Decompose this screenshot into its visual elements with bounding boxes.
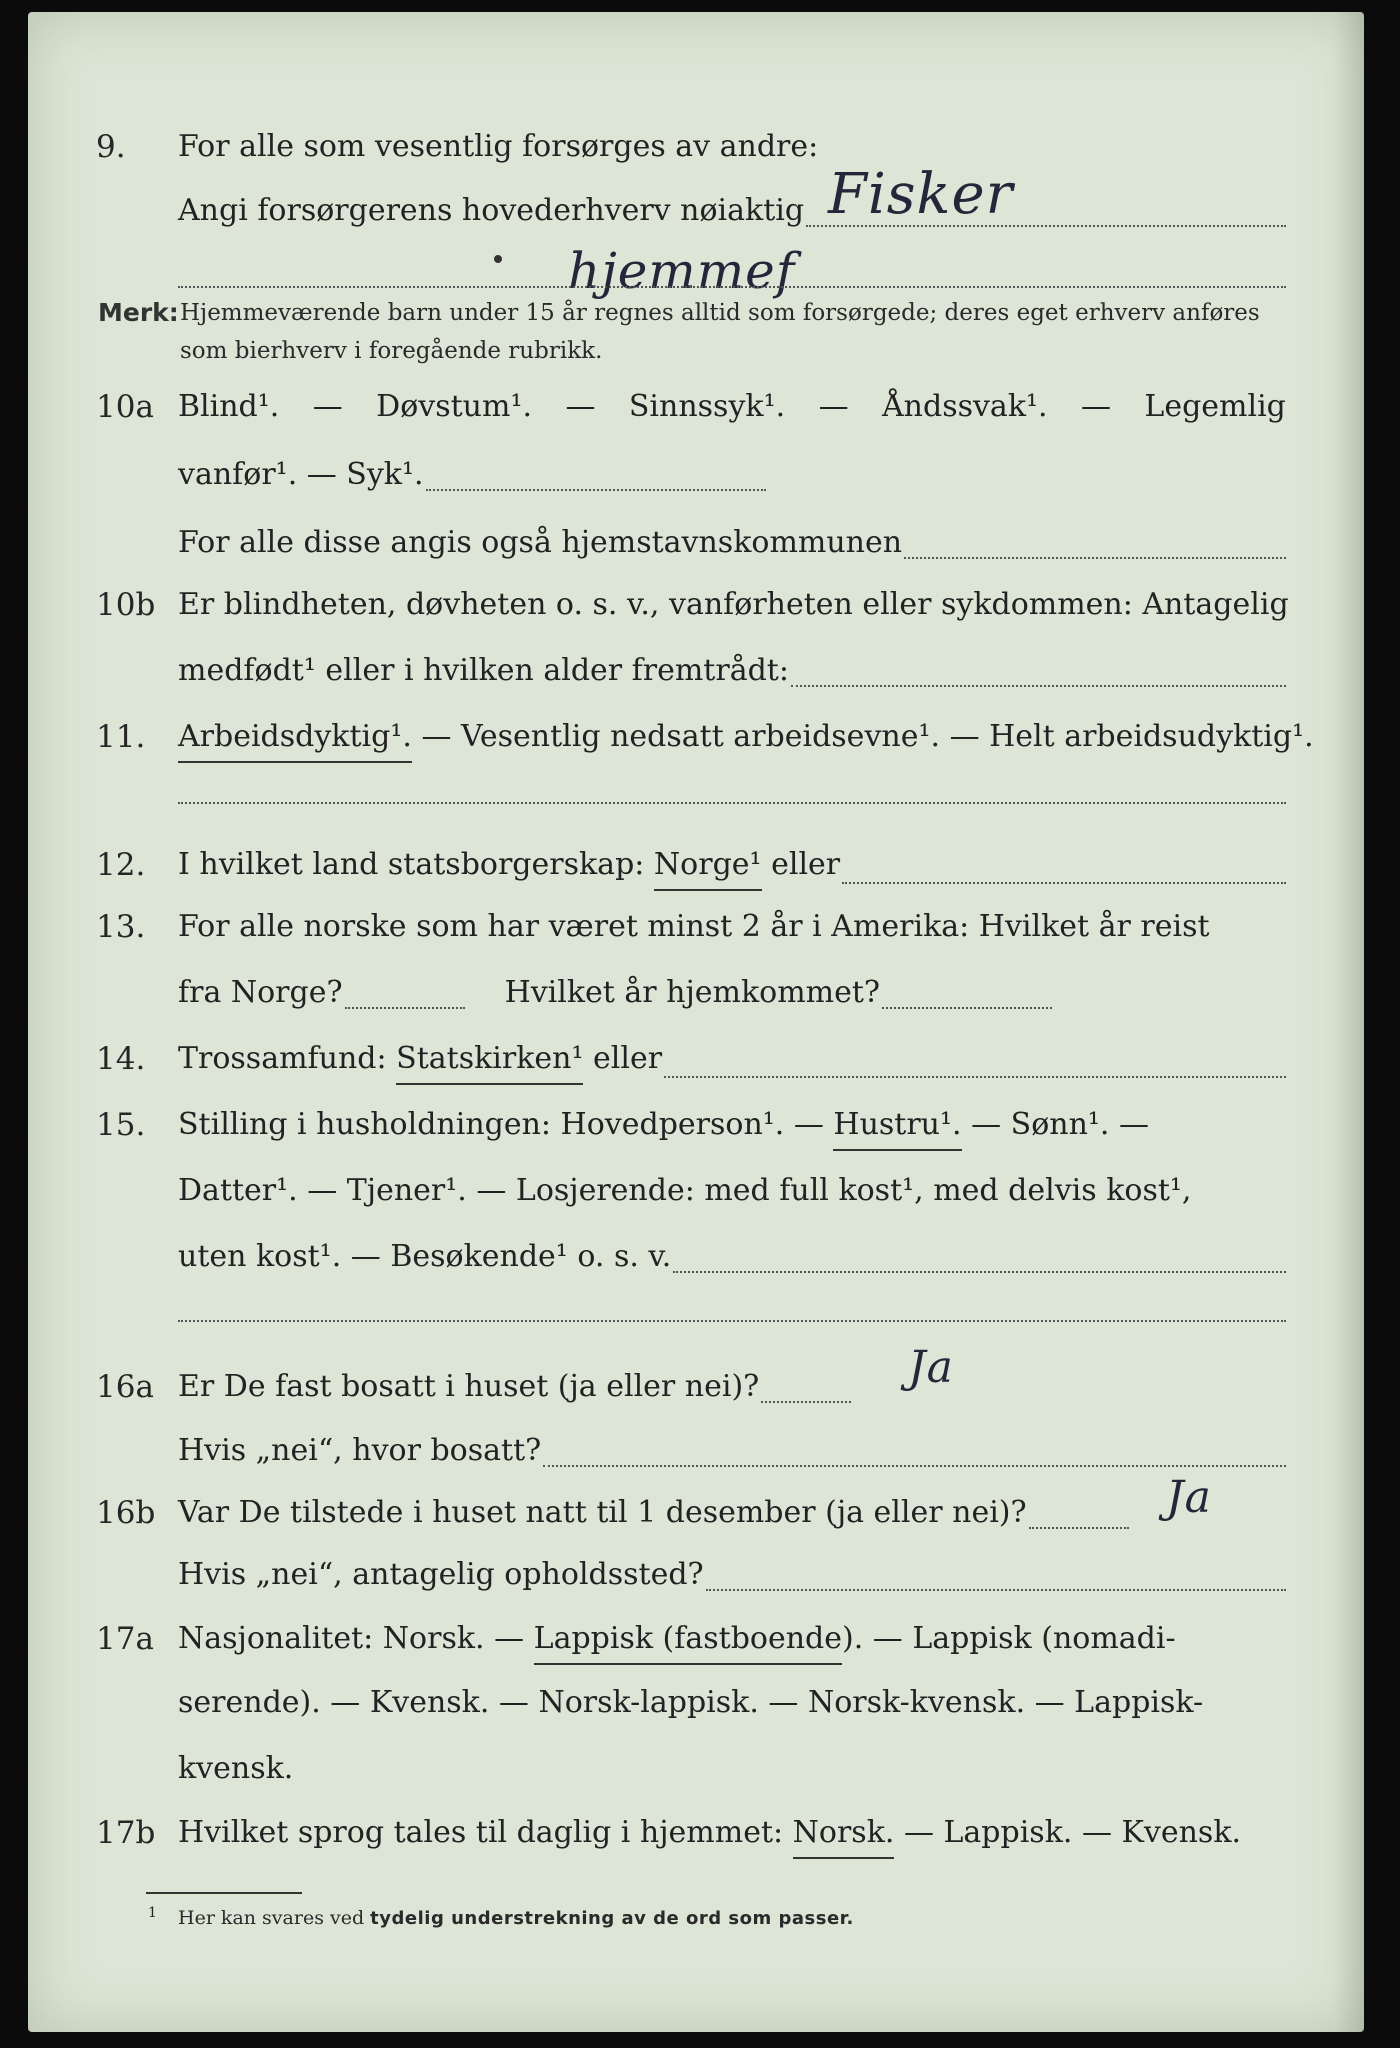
option-sinnssyk: Sinnssyk¹. (628, 389, 786, 424)
option-dovstum: Døvstum¹. (376, 389, 533, 424)
question-text: Er De fast bosatt i huset (ja eller nei)? (178, 1369, 760, 1404)
answer-line (426, 489, 766, 491)
question-text: Angi forsørgerens hovederhverv nøiaktig (178, 193, 805, 228)
question-17a-line3 (28, 1746, 1364, 1796)
question-text: medfødt¹ eller i hvilken alder fremtrådt: (178, 653, 789, 688)
question-text: uten kost¹. — Besøkende¹ o. s. v. (178, 1239, 672, 1274)
question-text: kvensk. (178, 1751, 294, 1786)
option-blind: Blind¹. (178, 389, 280, 424)
answer-line (842, 882, 1286, 884)
question-number: 10a (96, 389, 154, 425)
question-text: Hvilket sprog tales til daglig i hjemmet: (178, 1815, 793, 1850)
question-10b-line2 (28, 648, 1364, 698)
question-number: 17a (96, 1621, 154, 1657)
question-text: eller (761, 847, 841, 882)
option-legemlig: Legemlig (1144, 389, 1286, 424)
question-text: Stilling i husholdningen: Hovedperson¹. — (178, 1107, 834, 1142)
question-16a-line1 (28, 1364, 1364, 1414)
handwritten-answer-tilstede: Ja (1166, 1472, 1212, 1523)
question-text: Er blindheten, døvheten o. s. v., vanførheten eller sykdommen: Antagelig (178, 587, 1289, 622)
question-number: 9. (96, 129, 126, 165)
answer-line (543, 1465, 1286, 1467)
question-17a-line1 (28, 1616, 1364, 1666)
underlined-answer: Hustru¹. (833, 1102, 961, 1151)
merk-text: Hjemmeværende barn under 15 år regnes alltid som forsørgede; deres eget erhverv anføres som bierhverv i foregående rubrikk. (180, 300, 1260, 364)
question-text: Trossamfund: (178, 1041, 397, 1076)
answer-line (345, 1007, 465, 1009)
question-number: 10b (96, 587, 156, 623)
question-text: For alle disse angis også hjemstavnskommunen (178, 525, 903, 560)
question-text: — Sønn¹. — (961, 1107, 1150, 1142)
question-12 (28, 842, 1364, 892)
answer-line (904, 557, 1286, 559)
question-number: 15. (96, 1107, 146, 1143)
footnote (178, 1907, 854, 1929)
answer-line (761, 1401, 851, 1403)
answer-line (673, 1271, 1286, 1273)
question-text: Hvilket år hjemkommet? (504, 975, 881, 1010)
question-16b-line2 (28, 1552, 1364, 1602)
answer-line (1029, 1527, 1129, 1529)
option-andssvak: Åndssvak¹. (882, 389, 1048, 424)
question-text: — Vesentlig nedsatt arbeidsevne¹. — Helt arbeidsudyktig¹. (411, 719, 1314, 754)
question-9-line2 (28, 188, 1364, 238)
underlined-answer: Norsk. (793, 1810, 895, 1859)
question-text: vanfør¹. — Syk¹. (178, 457, 424, 492)
answer-line (664, 1076, 1286, 1078)
question-number: 16b (96, 1495, 156, 1531)
handwritten-answer-occupation-2: hjemmef (568, 242, 796, 300)
underlined-answer: Arbeidsdyktig¹. (178, 714, 412, 763)
question-text: Hvis „nei“, hvor bosatt? (178, 1433, 542, 1468)
question-text: Nasjonalitet: Norsk. — (178, 1621, 534, 1656)
question-15-line3 (28, 1234, 1364, 1284)
handwritten-answer-occupation: Fisker (828, 162, 1014, 227)
question-text: ). — Lappisk (nomadi- (842, 1621, 1176, 1656)
question-text: Hvis „nei“, antagelig opholdssted? (178, 1557, 704, 1592)
answer-line (882, 1007, 1052, 1009)
question-13-line2 (28, 970, 1364, 1020)
question-number: 11. (96, 719, 146, 755)
question-16b-line1 (28, 1490, 1364, 1540)
answer-line (706, 1589, 1286, 1591)
answer-line (178, 802, 1286, 804)
question-11 (28, 714, 1364, 764)
question-15-line2 (28, 1168, 1364, 1218)
answer-line (178, 286, 1286, 288)
question-text: Datter¹. — Tjener¹. — Losjerende: med full kost¹, med delvis kost¹, (178, 1173, 1192, 1208)
footnote-rule (146, 1892, 302, 1894)
question-15-line1 (28, 1102, 1364, 1152)
question-number: 16a (96, 1369, 154, 1405)
question-text: eller (583, 1041, 663, 1076)
question-text: For alle som vesentlig forsørges av andre: (178, 129, 819, 164)
question-16a-line2 (28, 1428, 1364, 1478)
ink-dot (494, 255, 502, 263)
handwritten-answer-bosatt: Ja (908, 1342, 954, 1393)
question-13-line1 (28, 904, 1364, 954)
question-text: fra Norge? (178, 975, 343, 1010)
question-number: 12. (96, 847, 146, 883)
question-number: 14. (96, 1041, 146, 1077)
question-text: serende). — Kvensk. — Norsk-lappisk. — Norsk-kvensk. — Lappisk- (178, 1685, 1204, 1720)
underlined-answer: Lappisk (fastboende (534, 1616, 842, 1665)
question-text: I hvilket land statsborgerskap: (178, 847, 654, 882)
underlined-answer: Statskirken¹ (396, 1036, 583, 1085)
answer-line (178, 1320, 1286, 1322)
question-9-line1 (28, 124, 1364, 174)
question-10b-line1 (28, 582, 1364, 632)
question-14 (28, 1036, 1364, 1086)
question-text: — Lappisk. — Kvensk. (894, 1815, 1242, 1850)
question-17a-line2 (28, 1680, 1364, 1730)
merk-note (28, 294, 1364, 374)
question-10a-line2 (28, 452, 1364, 502)
footnote-text: Her kan svares ved (178, 1907, 371, 1929)
question-10a-line3 (28, 520, 1364, 570)
footnote-mark: 1 (148, 1905, 157, 1921)
question-17b (28, 1810, 1364, 1860)
answer-line (791, 685, 1286, 687)
footnote-bold-text: tydelig understrekning av de ord som passer. (370, 1908, 854, 1929)
question-number: 17b (96, 1815, 156, 1851)
census-form-page (28, 12, 1364, 2032)
question-text: Var De tilstede i huset natt til 1 desember (ja eller nei)? (178, 1495, 1027, 1530)
underlined-answer: Norge¹ (654, 842, 762, 891)
question-text: For alle norske som har været minst 2 år i Amerika: Hvilket år reist (178, 909, 1210, 944)
question-10a-line1: 10a Blind¹. — Døvstum¹. — Sinnssyk¹. — Åndssvak¹. — Legemlig (28, 384, 1364, 434)
question-number: 13. (96, 909, 146, 945)
merk-label: Merk: (98, 298, 179, 327)
